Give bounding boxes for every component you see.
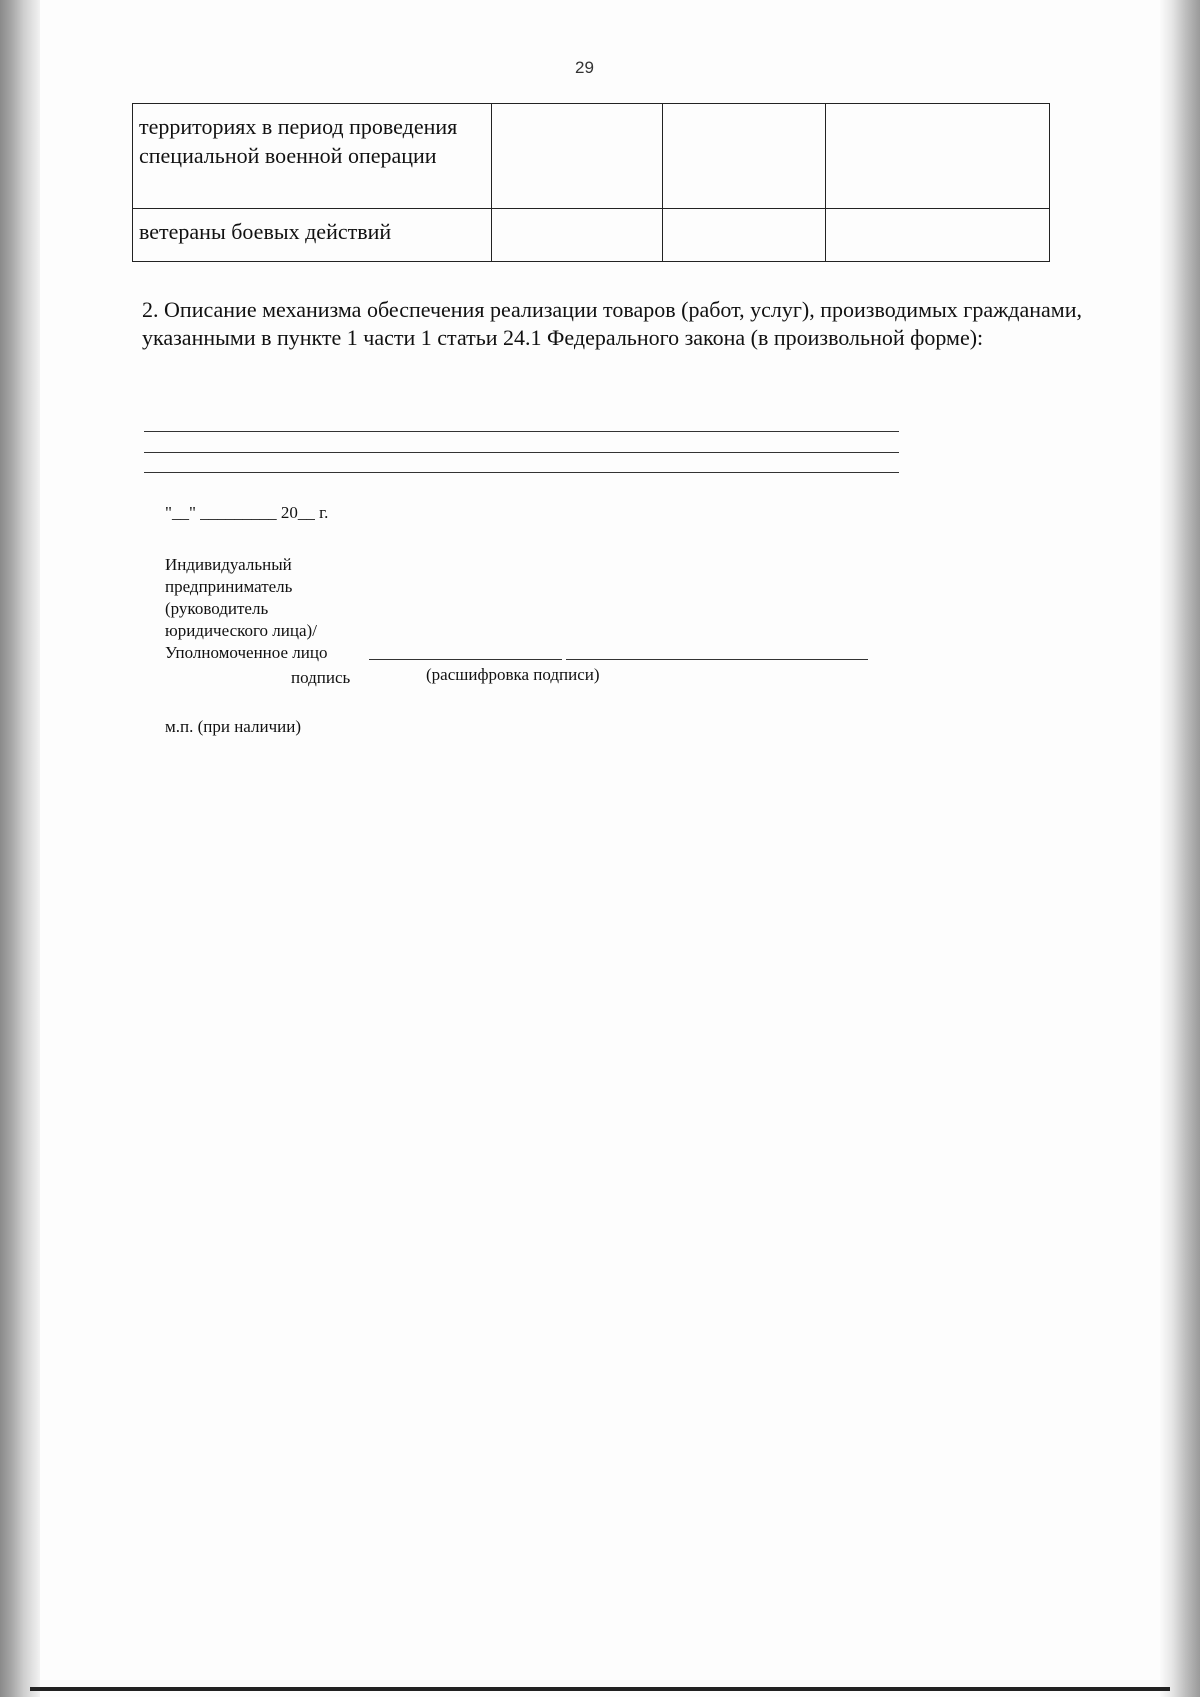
stamp-note: м.п. (при наличии) <box>165 717 301 736</box>
signature-line <box>369 659 562 660</box>
signature-decode-caption: (расшифровка подписи) <box>426 665 600 684</box>
signature-caption: подпись <box>291 668 351 687</box>
scan-shadow-right <box>1160 0 1200 1697</box>
table-cell <box>826 104 1050 209</box>
section-2-description: 2. Описание механизма обеспечения реализации товаров (работ, услуг), производимых гражданами, указанными в пункте 1 части 1 статьи 24.1 Федерального закона (в произвольной форме): <box>142 297 1082 350</box>
signer-line: Уполномоченное лицо <box>165 643 328 662</box>
date-field: "__" _________ 20__ г. <box>165 503 329 522</box>
scan-shadow-left <box>0 0 40 1697</box>
signer-line: предприниматель <box>165 577 293 596</box>
table-cell-label: территориях в период проведения специальной военной операции <box>133 104 492 209</box>
table-cell <box>492 104 663 209</box>
table-cell <box>826 209 1050 262</box>
signer-line: юридического лица)/ <box>165 621 317 640</box>
fill-line-1 <box>144 431 899 432</box>
scan-edge-bottom <box>30 1687 1170 1691</box>
fill-line-2 <box>144 452 899 453</box>
signer-line: Индивидуальный <box>165 555 292 574</box>
table-cell <box>492 209 663 262</box>
signer-role <box>165 554 327 664</box>
page-number: 29 <box>575 58 594 77</box>
fill-line-3 <box>144 472 899 473</box>
signature-decode-line <box>566 659 868 660</box>
table-cell-label: ветераны боевых действий <box>133 209 492 262</box>
signer-line: (руководитель <box>165 599 269 618</box>
category-table <box>132 103 1050 262</box>
table-cell <box>663 104 826 209</box>
table-cell <box>663 209 826 262</box>
table-row <box>133 104 1050 209</box>
table-row <box>133 209 1050 262</box>
